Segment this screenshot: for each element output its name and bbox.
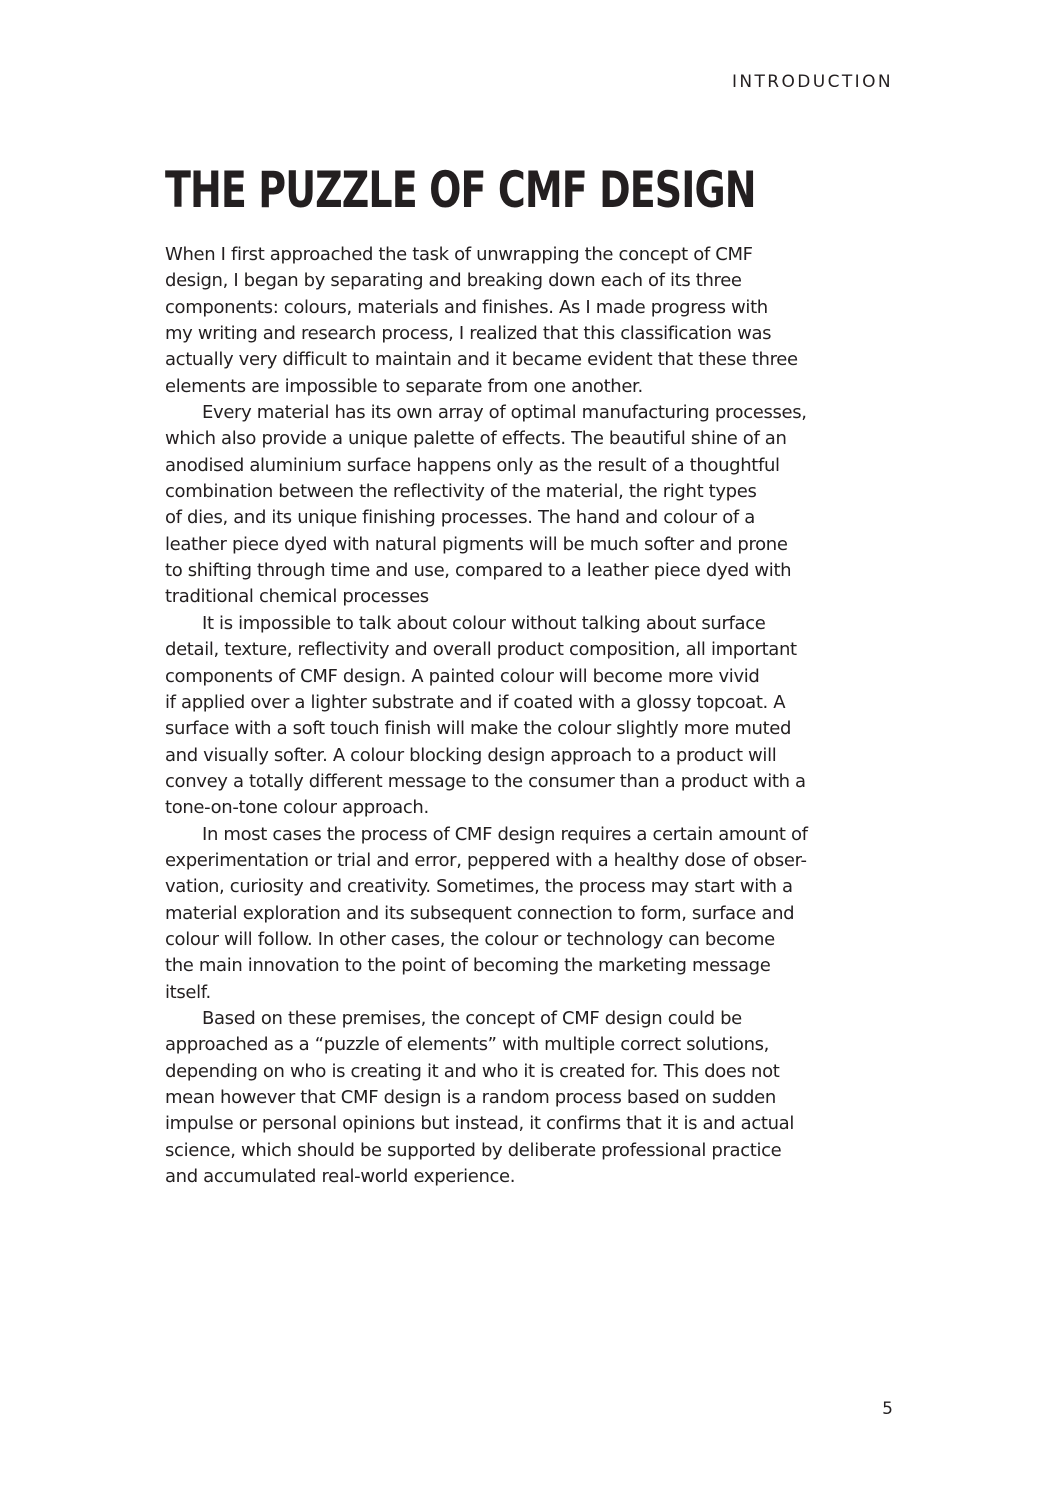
paragraph: [165, 611, 895, 822]
chapter-title: THE PUZZLE OF CMF DESIGN: [165, 161, 756, 219]
text-line: Based on these premises, the concept of CMF design could be: [202, 1007, 742, 1029]
paragraph: [165, 242, 895, 400]
text-line: experimentation or trial and error, peppered with a healthy dose of obser-: [165, 849, 807, 871]
text-line: actually very difficult to maintain and it became evident that these three: [165, 349, 798, 371]
text-line: surface with a soft touch finish will make the colour slightly more muted: [165, 718, 792, 740]
body-text: [165, 242, 895, 1190]
text-line: anodised aluminium surface happens only as the result of a thoughtful: [165, 454, 780, 476]
text-line: When I first approached the task of unwrapping the concept of CMF: [165, 244, 753, 265]
text-line: elements are impossible to separate from one another.: [165, 375, 643, 397]
text-line: and visually softer. A colour blocking design approach to a product will: [165, 744, 777, 766]
text-line: of dies, and its unique finishing processes. The hand and colour of a: [165, 507, 755, 529]
page-number: 5: [882, 1399, 893, 1419]
text-line: the main innovation to the point of becoming the marketing message: [165, 955, 771, 977]
text-line: In most cases the process of CMF design requires a certain amount of: [202, 823, 808, 845]
text-line: if applied over a lighter substrate and if coated with a glossy topcoat. A: [165, 691, 786, 713]
text-line: science, which should be supported by deliberate professional practice: [165, 1139, 782, 1161]
text-line: itself.: [165, 981, 211, 1003]
text-line: mean however that CMF design is a random process based on sudden: [165, 1087, 776, 1108]
paragraph: [165, 1006, 895, 1190]
text-line: to shifting through time and use, compared to a leather piece dyed with: [165, 560, 792, 582]
text-line: vation, curiosity and creativity. Sometimes, the process may start with a: [165, 876, 793, 898]
text-line: which also provide a unique palette of effects. The beautiful shine of an: [165, 428, 787, 450]
text-line: combination between the reflectivity of the material, the right types: [165, 481, 757, 503]
text-line: my writing and research process, I realized that this classification was: [165, 323, 772, 345]
text-line: convey a totally different message to the consumer than a product with a: [165, 770, 806, 792]
running-head-section: INTRODUCTION: [731, 72, 893, 92]
text-line: material exploration and its subsequent connection to form, surface and: [165, 902, 795, 924]
text-line: leather piece dyed with natural pigments will be much softer and prone: [165, 533, 788, 555]
text-line: design, I began by separating and breaking down each of its three: [165, 270, 742, 292]
text-line: and accumulated real-world experience.: [165, 1166, 516, 1188]
text-line: components of CMF design. A painted colour will become more vivid: [165, 665, 760, 687]
text-line: tone-on-tone colour approach.: [165, 797, 429, 819]
text-line: approached as a “puzzle of elements” with multiple correct solutions,: [165, 1034, 770, 1056]
text-line: depending on who is creating it and who it is created for. This does not: [165, 1060, 780, 1082]
text-line: traditional chemical processes: [165, 586, 429, 608]
text-line: colour will follow. In other cases, the colour or technology can become: [165, 928, 775, 950]
text-line: Every material has its own array of optimal manufacturing processes,: [202, 402, 807, 424]
paragraph: [165, 822, 895, 1006]
text-line: impulse or personal opinions but instead, it confirms that it is and actual: [165, 1113, 795, 1135]
text-line: components: colours, materials and finishes. As I made progress with: [165, 296, 768, 318]
text-line: detail, texture, reflectivity and overall product composition, all important: [165, 639, 797, 661]
text-line: It is impossible to talk about colour without talking about surface: [202, 612, 766, 634]
paragraph: [165, 400, 895, 611]
